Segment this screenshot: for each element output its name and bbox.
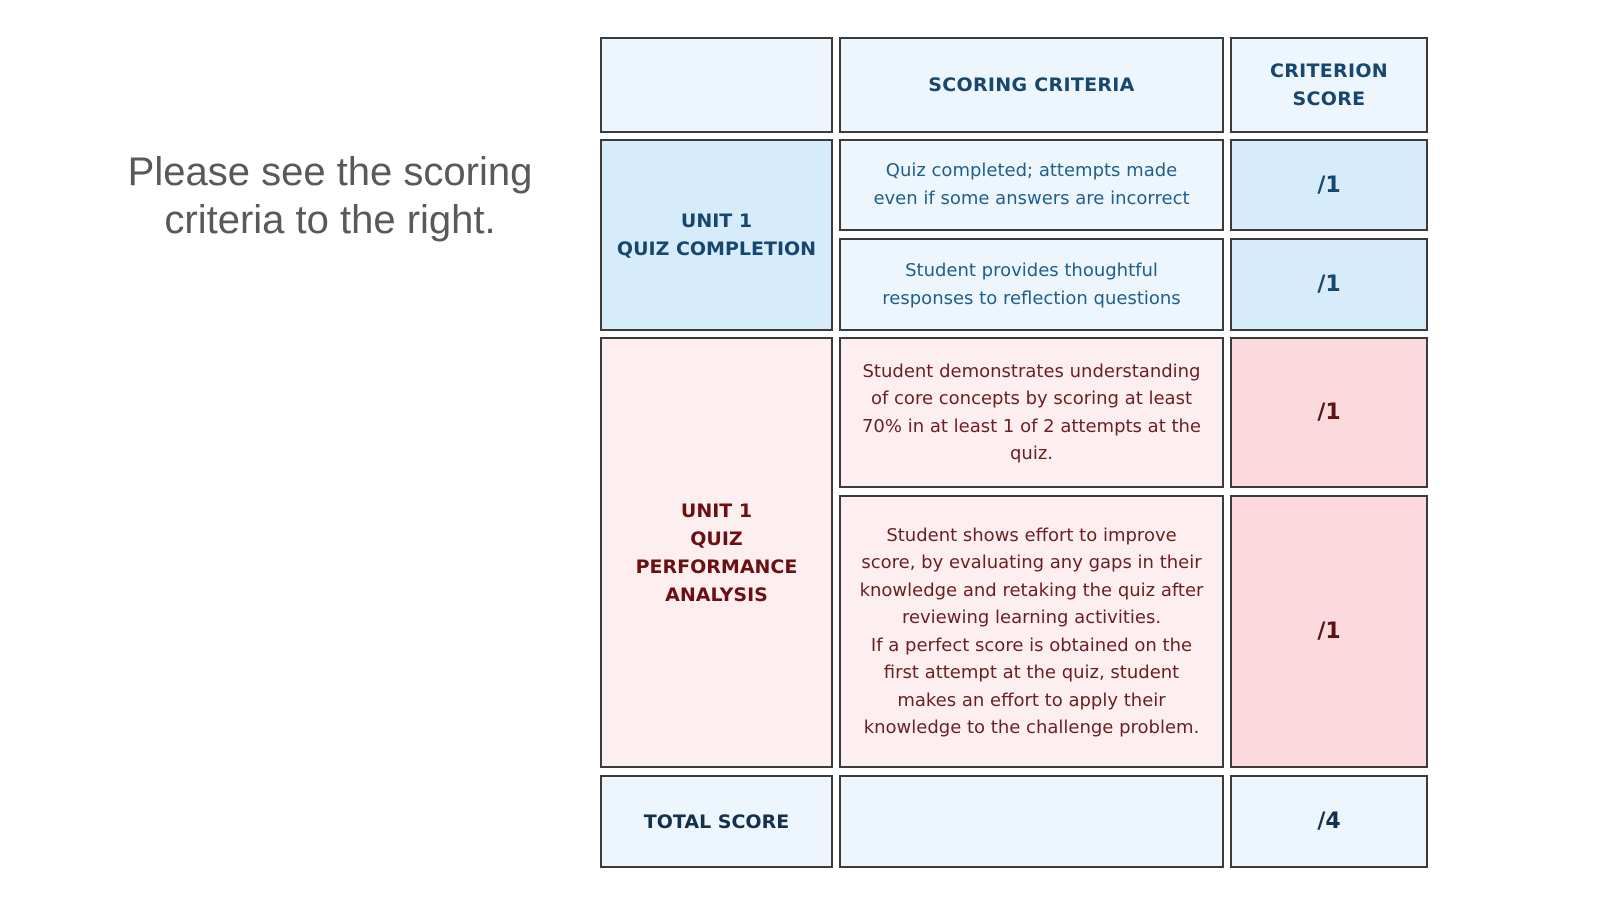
criterion-line: quiz.	[1009, 443, 1053, 464]
criterion-line: first attempt at the quiz, student	[883, 662, 1180, 683]
total-label-text: TOTAL SCORE	[643, 810, 790, 833]
criterion-line: even if some answers are incorrect	[873, 188, 1190, 209]
criterion-line: knowledge to the challenge problem.	[863, 717, 1200, 738]
performance-label-line-3: PERFORMANCE	[635, 555, 798, 578]
header-empty-cell	[600, 37, 833, 133]
intro-line-2: criteria to the right.	[164, 198, 496, 242]
criterion-line: Quiz completed; attempts made	[885, 160, 1178, 181]
criterion-line: responses to reflection questions	[882, 287, 1181, 309]
criterion-line: Student provides thoughtful	[905, 259, 1158, 281]
header-scoring-criteria	[839, 37, 1224, 133]
header-criterion-score	[1230, 37, 1428, 133]
score-value: /1	[1317, 619, 1341, 644]
criterion-line: score, by evaluating any gaps in their	[861, 552, 1202, 573]
total-score-text: /4	[1317, 809, 1341, 834]
header-score-line-1: CRITERION	[1269, 60, 1389, 82]
score-value: /1	[1317, 172, 1341, 198]
score-effort-to-improve	[1230, 495, 1428, 768]
criterion-line: knowledge and retaking the quiz after	[859, 579, 1204, 601]
score-quiz-completed	[1230, 139, 1428, 231]
criterion-quiz-completed	[839, 139, 1224, 231]
completion-category-label	[600, 139, 833, 331]
criterion-effort-to-improve	[839, 495, 1224, 768]
performance-label-line-4: ANALYSIS	[665, 583, 768, 606]
score-value: /1	[1317, 400, 1341, 425]
score-value: /1	[1317, 272, 1341, 297]
performance-label-line-1: UNIT 1	[680, 499, 753, 522]
intro-line-1: Please see the scoring	[127, 150, 533, 194]
header-scoring-criteria-label: SCORING CRITERIA	[928, 74, 1135, 96]
intro-text	[90, 148, 570, 244]
total-criteria-empty-cell	[839, 775, 1224, 868]
criterion-line: reviewing learning activities.	[901, 607, 1162, 628]
criterion-line: 70% in at least 1 of 2 attempts at the	[861, 415, 1202, 437]
completion-label-line-2: QUIZ COMPLETION	[616, 238, 817, 260]
performance-category-label	[600, 337, 833, 768]
criterion-line: makes an effort to apply their	[897, 689, 1166, 711]
criterion-line: of core concepts by scoring at least	[870, 388, 1193, 409]
performance-label-line-2: QUIZ	[690, 527, 743, 550]
total-score-label	[600, 775, 833, 868]
criterion-line: If a perfect score is obtained on the	[870, 634, 1193, 656]
criterion-reflection-responses	[839, 238, 1224, 331]
criterion-line: Student shows effort to improve	[886, 524, 1177, 546]
criterion-line: Student demonstrates understanding	[862, 360, 1201, 382]
completion-label-line-1: UNIT 1	[680, 210, 753, 232]
criterion-core-concepts	[839, 337, 1224, 488]
score-reflection-responses	[1230, 238, 1428, 331]
score-core-concepts	[1230, 337, 1428, 488]
total-score-value	[1230, 775, 1428, 868]
header-score-line-2: SCORE	[1292, 88, 1366, 110]
